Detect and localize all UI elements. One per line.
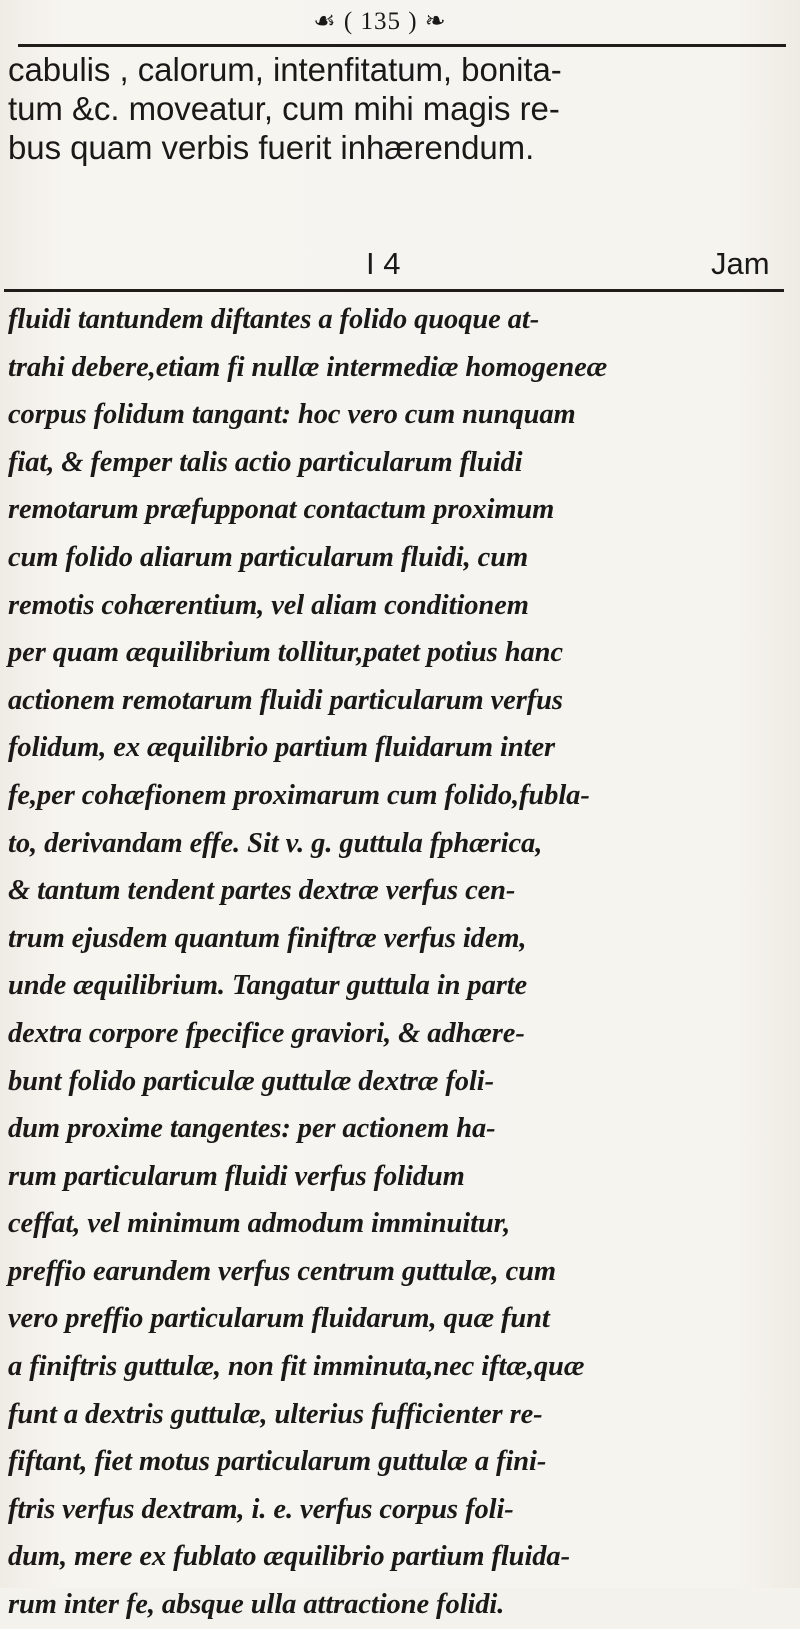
text-line: actionem remotarum fluidi particularum verfus: [8, 684, 563, 716]
text-line: unde æquilibrium. Tangatur guttula in parte: [8, 970, 528, 1002]
text-line: & tantum tendent partes dextræ verfus cen-: [8, 875, 516, 907]
text-line: fluidi tantundem diftantes a folido quoque at-: [8, 304, 540, 335]
text-line: cum folido aliarum particularum fluidi, cum: [8, 541, 529, 573]
text-line: trum ejusdem quantum finiftræ verfus idem,: [8, 922, 527, 954]
text-line: tum &c. moveatur, cum mihi magis re-: [8, 90, 560, 127]
text-line: dextra corpore fpecifice graviori, & adhære-: [8, 1017, 525, 1049]
text-line: corpus folidum tangant: hoc vero cum nunquam: [8, 399, 576, 431]
text-line: bunt folido particulæ guttulæ dextræ foli-: [8, 1065, 494, 1097]
catchword: Jam: [711, 246, 770, 281]
text-line: preffio earundem verfus centrum guttulæ, cum: [8, 1255, 556, 1287]
text-line: to, derivandam effe. Sit v. g. guttula fphærica,: [8, 827, 543, 859]
text-line: funt a dextris guttulæ, ulterius fufficienter re-: [8, 1398, 543, 1430]
text-line: fiat, & femper talis actio particularum fluidi: [8, 446, 523, 478]
text-line: rum inter fe, absque ulla attractione folidi.: [8, 1589, 505, 1621]
header-rule: [18, 44, 786, 47]
text-line: folidum, ex æquilibrio partium fluidarum inter: [8, 732, 556, 764]
text-line: a finiftris guttulæ, non fit imminuta,nec iftæ,quæ: [8, 1351, 585, 1383]
lower-text-block: [8, 296, 792, 1629]
text-line: bus quam verbis fuerit inhærendum.: [8, 129, 535, 166]
text-line: trahi debere,etiam fi nullæ intermediæ homogeneæ: [8, 351, 608, 383]
text-line: dum, mere ex fublato æquilibrio partium fluida-: [8, 1541, 571, 1573]
text-line: ceffat, vel minimum admodum imminuitur,: [8, 1208, 511, 1240]
text-line: fiftant, fiet motus particularum guttulæ a fini-: [8, 1446, 547, 1478]
text-line: rum particularum fluidi verfus folidum: [8, 1160, 465, 1192]
text-line: dum proxime tangentes: per actionem ha-: [8, 1113, 496, 1145]
text-line: fe,per cohæfionem proximarum cum folido,fubla-: [8, 779, 590, 811]
text-line: ftris verfus dextram, i. e. verfus corpus foli-: [8, 1493, 514, 1525]
text-line: remotis cohærentium, vel aliam conditionem: [8, 589, 529, 621]
text-line: cabulis , calorum, intenfitatum, bonita-: [8, 51, 562, 88]
upper-text-block: [8, 50, 792, 167]
overlay-rule: [4, 289, 784, 292]
text-line: vero preffio particularum fluidarum, quæ funt: [8, 1303, 550, 1335]
text-line: remotarum præfupponat contactum proximum: [8, 494, 555, 526]
text-line: per quam æquilibrium tollitur,patet potius hanc: [8, 637, 563, 669]
signature-mark: I 4: [366, 246, 401, 281]
running-head: ☙ ( 135 ) ❧: [313, 8, 447, 35]
